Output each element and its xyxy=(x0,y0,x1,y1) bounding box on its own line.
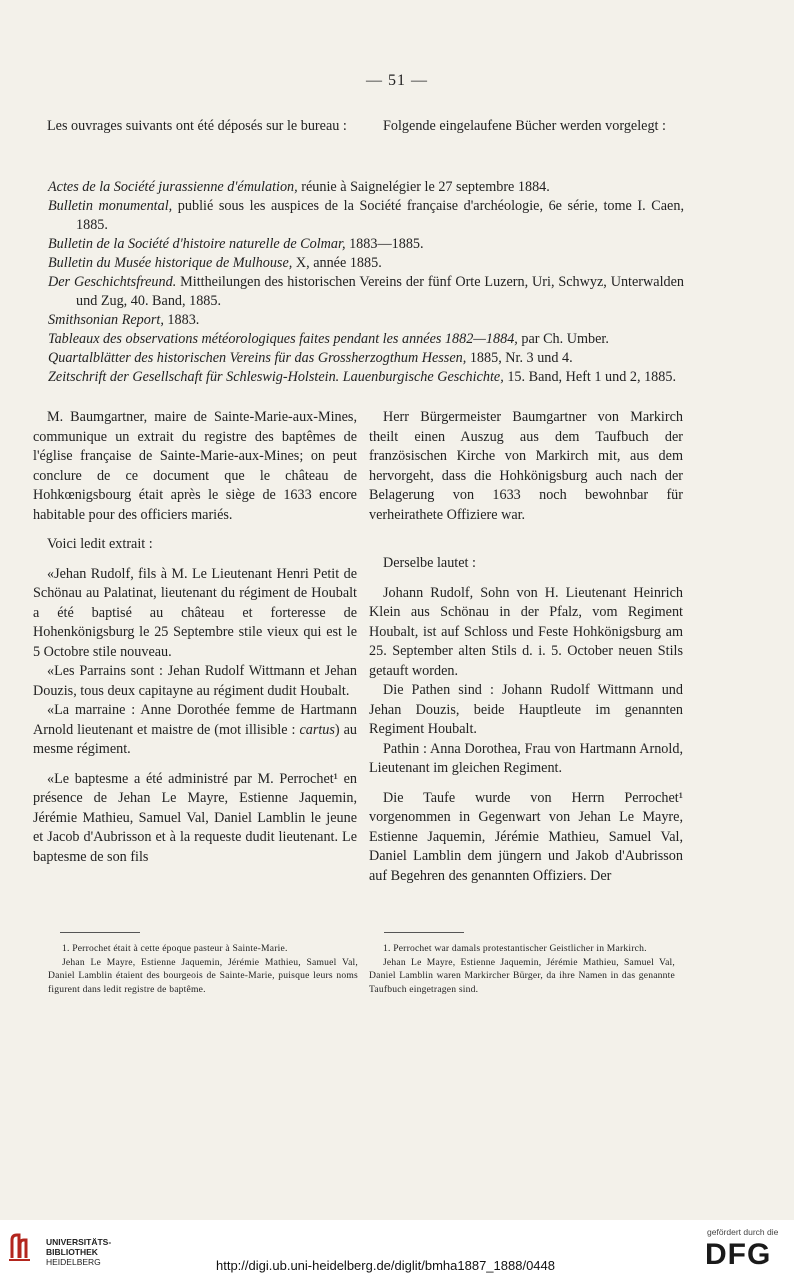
footnote: Jehan Le Mayre, Estienne Jaquemin, Jérémie Mathieu, Samuel Val, Daniel Lamblin étaient des bourgeois de Sainte-Marie, puisque leurs noms figurent dans ledit registre de baptême. xyxy=(48,956,358,995)
footnotes-fr xyxy=(48,942,358,996)
bibliography-entry: Zeitschrift der Gesellschaft für Schleswig-Holstein. Lauenburgische Geschichte, 15. Band, Heft 1 und 2, 1885. xyxy=(48,369,676,385)
paragraph: Voici ledit extrait : xyxy=(47,536,153,552)
bibliography-entry: Bulletin monumental, publié sous les auspices de la Société française d'archéologie, 6e série, tome I. Caen, 1885. xyxy=(48,198,684,233)
intro-fr xyxy=(33,117,357,137)
bibliography-entry: Smithsonian Report, 1883. xyxy=(48,312,200,328)
paragraph: «Le baptesme a été administré par M. Perrochet¹ en présence de Jehan Le Mayre, Estienne Jaquemin, Jérémie Mathieu, Samuel Val, Daniel Lamblin le jeune et Jacob d'Aubrisson et à la requeste dudit lieutenant. Le baptesme de son fils xyxy=(33,770,357,865)
footnote: 1. Perrochet était à cette époque pasteur à Sainte-Marie. xyxy=(62,943,288,954)
permalink-link[interactable]: http://digi.ub.uni-heidelberg.de/diglit/bmha1887_1888/0448 xyxy=(216,1258,555,1273)
french-column xyxy=(33,408,357,867)
paragraph: Die Pathen sind : Johann Rudolf Wittmann und Jehan Douzis, beide Hauptleute im genannten Regiment Houbalt. xyxy=(369,682,683,737)
bibliography-list xyxy=(48,178,684,387)
bibliography-entry: Tableaux des observations météorologiques faites pendant les années 1882—1884, par Ch. Umber. xyxy=(48,331,609,347)
paragraph: Pathin : Anna Dorothea, Frau von Hartmann Arnold, Lieutenant im gleichen Regiment. xyxy=(369,740,683,776)
bibliography-entry: Bulletin du Musée historique de Mulhouse, X, année 1885. xyxy=(48,255,382,271)
library-name: UNIVERSITÄTS- BIBLIOTHEK HEIDELBERG xyxy=(46,1237,112,1267)
library-logo-icon xyxy=(6,1230,40,1264)
paragraph: «La marraine : Anne Dorothée femme de Hartmann Arnold lieutenant et maistre de (mot illisible : cartus) au mesme régiment. xyxy=(33,702,357,757)
page-number: — 51 — xyxy=(366,72,428,89)
bibliography-entry: Actes de la Société jurassienne d'émulation, réunie à Saignelégier le 27 septembre 1884. xyxy=(48,179,550,195)
paragraph: Herr Bürgermeister Baumgartner von Markirch theilt einen Auszug aus dem Taufbuch der französischen Kirche von Markirch mit, aus dem hervorgeht, dass die Hohkönigsburg auch nach der Belagerung von 1633 noch bewohnbar für verheirathete Offiziere war. xyxy=(369,409,683,523)
paragraph: «Les Parrains sont : Jehan Rudolf Wittmann et Jehan Douzis, tous deux capitayne au régiment dudit Houbalt. xyxy=(33,663,357,699)
footnotes-de xyxy=(369,942,675,996)
german-column xyxy=(369,408,683,886)
intro-de xyxy=(369,117,683,137)
footnote-divider xyxy=(384,932,464,934)
funding-note: gefördert durch die xyxy=(707,1227,779,1237)
footnote: Jehan Le Mayre, Estienne Jaquemin, Jérémie Mathieu, Samuel Val, Daniel Lamblin waren Markircher Bürger, da ihre Namen in das genannte Taufbuch eingetragen sind. xyxy=(369,956,675,995)
intro-de-text: Folgende eingelaufene Bücher werden vorgelegt : xyxy=(383,118,666,134)
bibliography-entry: Quartalblätter des historischen Vereins für das Grossherzogthum Hessen, 1885, Nr. 3 und 4. xyxy=(48,350,573,366)
paragraph: Die Taufe wurde von Herrn Perrochet¹ vorgenommen in Gegenwart von Jehan Le Mayre, Estienne Jaquemin, Jérémie Mathieu, Samuel Val, Daniel Lamblin dem jüngern und Jakob d'Aubrisson auf Begehren des genannten Offiziers. Der xyxy=(369,789,683,884)
paragraph: M. Baumgartner, maire de Sainte-Marie-aux-Mines, communique un extrait du registre des baptêmes de l'église française de Sainte-Marie-aux-Mines; on peut conclure de ce document que le château de Hohkœnigsbourg était après le siège de 1633 encore habitable pour des officiers mariés. xyxy=(33,409,357,523)
paragraph: «Jehan Rudolf, fils à M. Le Lieutenant Henri Petit de Schönau au Palatinat, lieutenant du régiment de Houbalt a été baptisé au château et forteresse de Hohenkönigsburg le 25 Septembre stile vieux qui est le 5 Octobre stile nouveau. xyxy=(33,565,357,660)
paragraph: Derselbe lautet : xyxy=(383,555,476,571)
footnote-divider xyxy=(60,932,140,934)
bibliography-entry: Der Geschichtsfreund. Mittheilungen des historischen Vereins der fünf Orte Luzern, Uri, Schwyz, Unterwalden und Zug, 40. Band, 1885. xyxy=(48,274,684,309)
dfg-logo: DFG xyxy=(705,1238,772,1271)
intro-fr-text: Les ouvrages suivants ont été déposés sur le bureau : xyxy=(47,118,347,134)
footnote: 1. Perrochet war damals protestantischer Geistlicher in Markirch. xyxy=(383,943,647,954)
bibliography-entry: Bulletin de la Société d'histoire naturelle de Colmar, 1883—1885. xyxy=(48,236,424,252)
paragraph: Johann Rudolf, Sohn von H. Lieutenant Heinrich Klein aus Schönau in der Pfalz, vom Regiment Houbalt, ist auf Schloss und Feste Hohkönigsburg am 25. September alten Stils d. i. 5. October neuen Stils getauft worden. xyxy=(369,584,683,679)
